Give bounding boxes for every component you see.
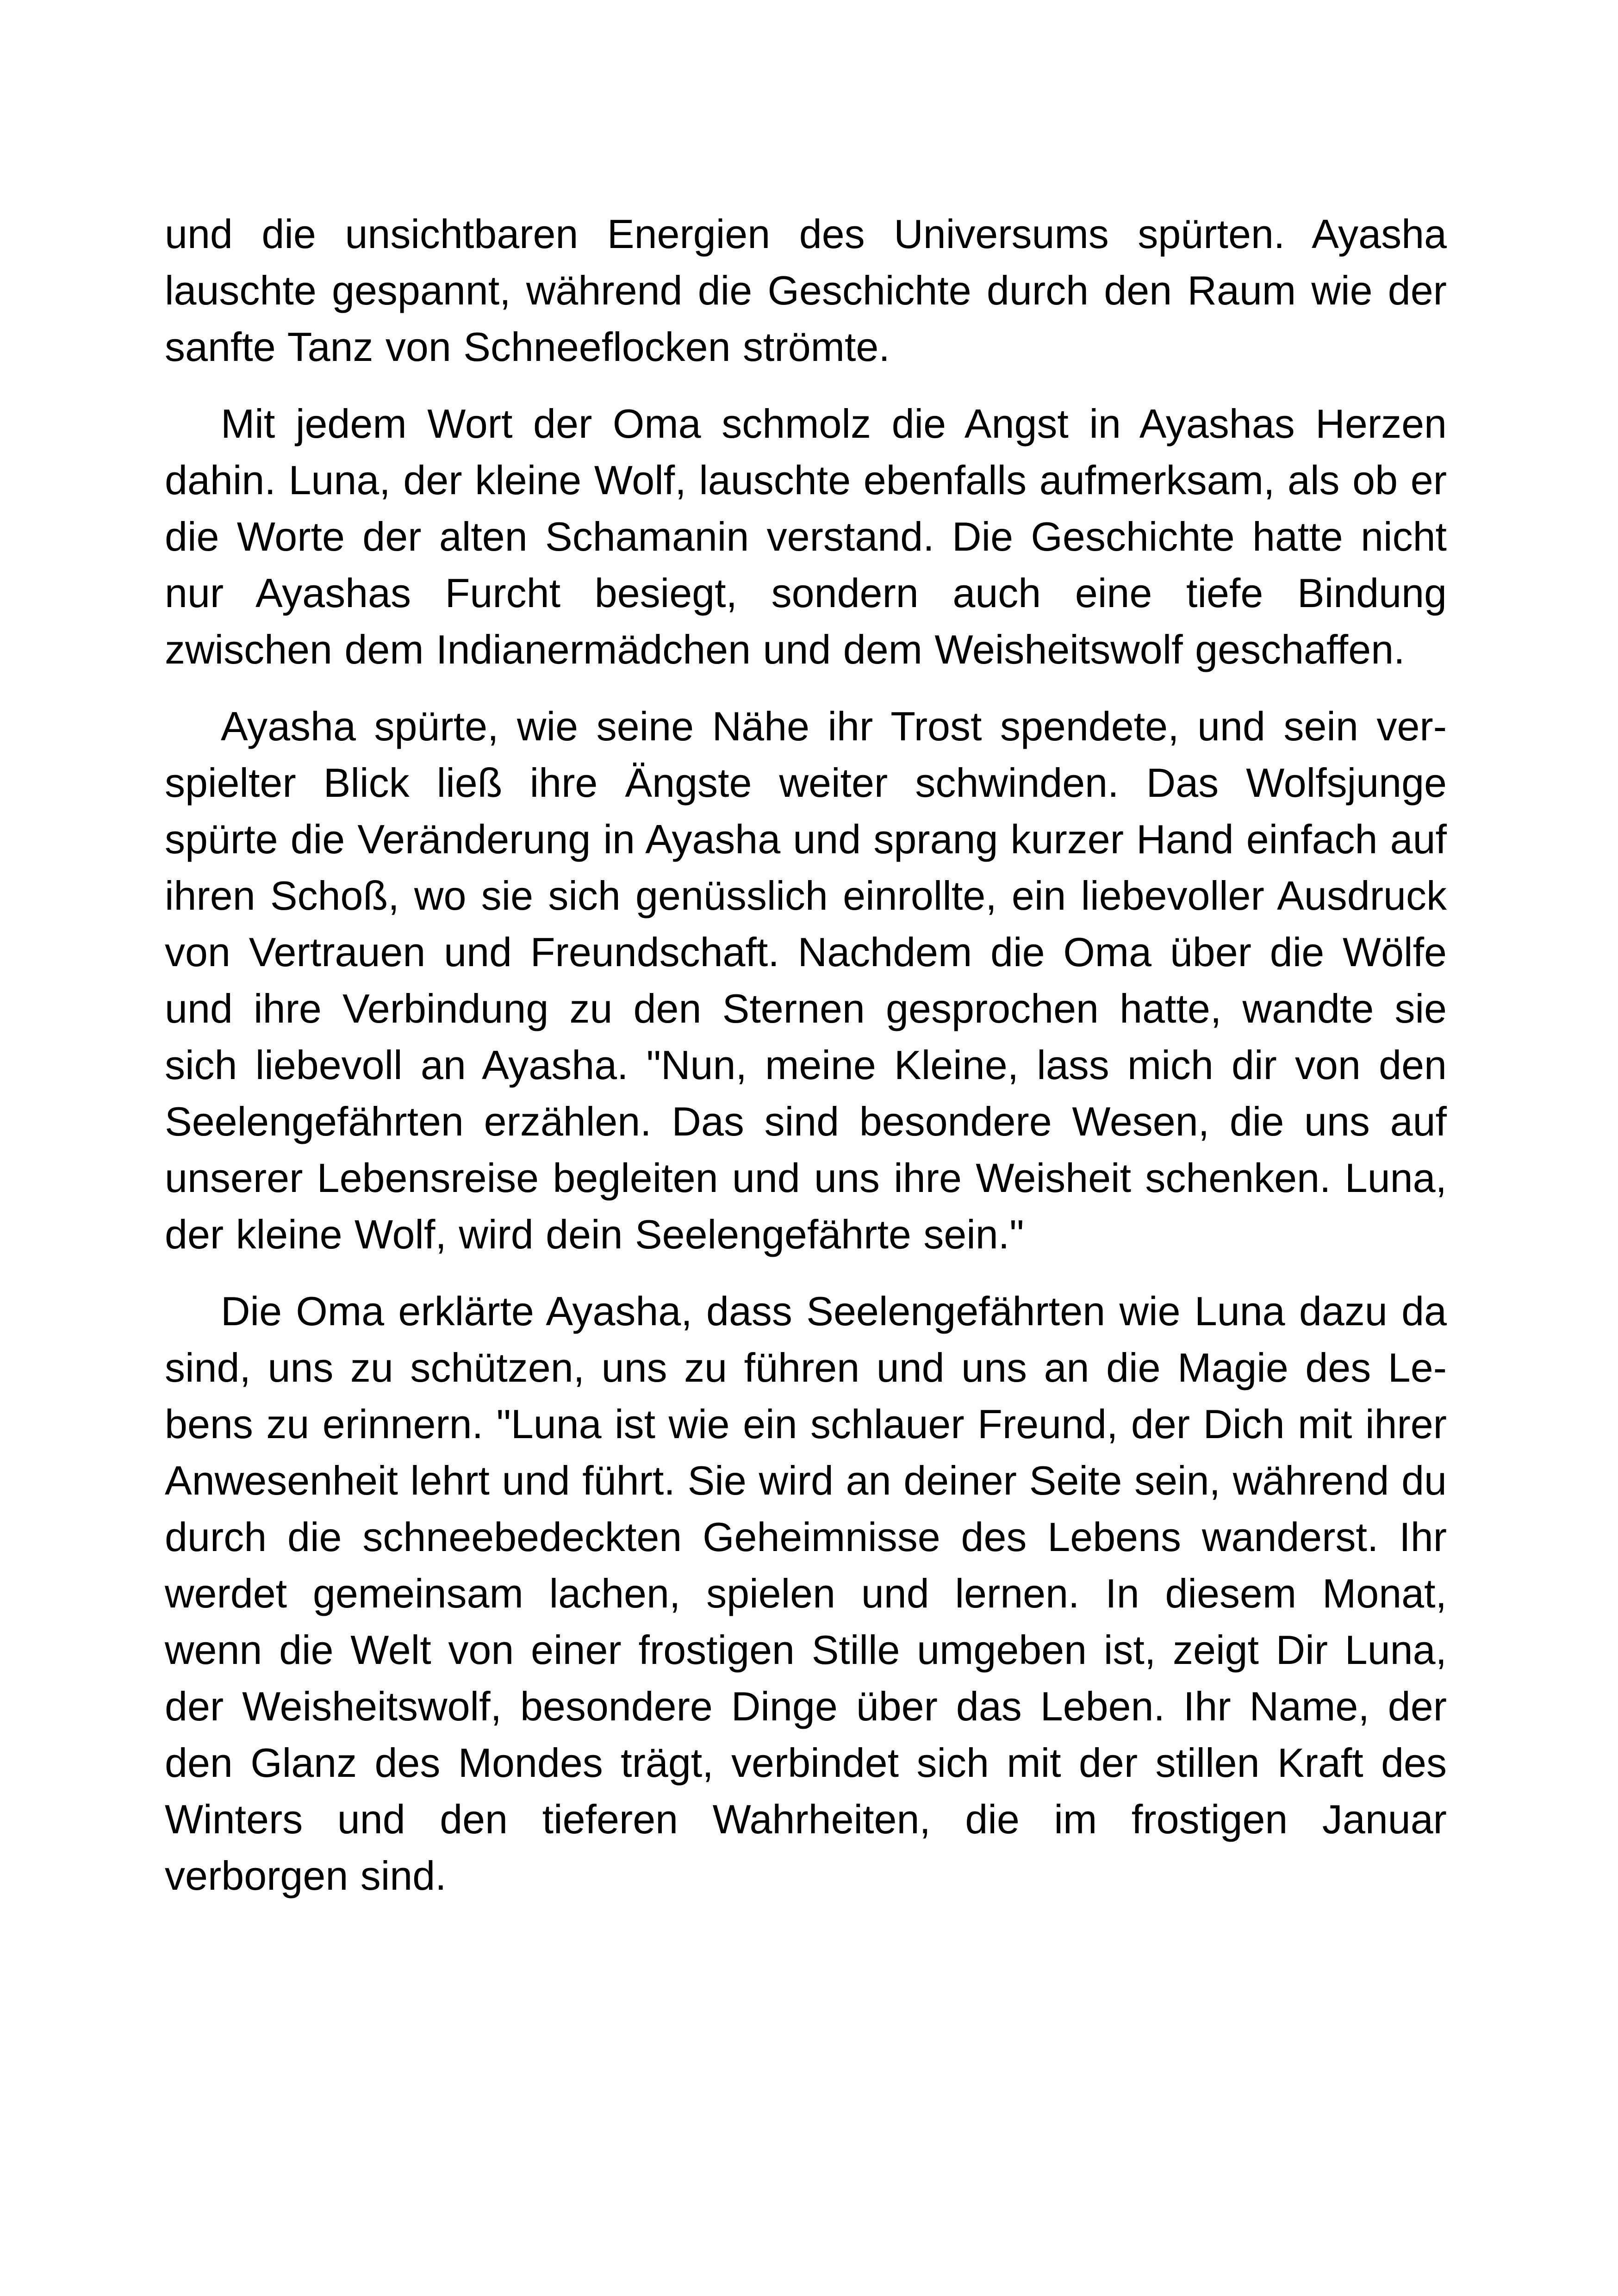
paragraph-3: Ayasha spürte, wie seine Nähe ihr Trost spendete, und sein verspielter Blick ließ ihre Ängste weiter schwinden. Das Wolfsjunge spürte die Veränderung in Ayasha und sprang kurzer Hand einfach auf ihren Schoß, wo sie sich genüsslich einrollte, ein liebevoller Ausdruck von Vertrauen und Freundschaft. Nachdem die Oma über die Wölfe und ihre Verbindung zu den Sternen gesprochen hatte, wandte sie sich liebevoll an Ayasha. "Nun, meine Kleine, lass mich dir von den Seelengefährten erzählen. Das sind besondere Wesen, die uns auf unserer Lebensreise begleiten und uns ihre Weisheit schenken. Luna, der kleine Wolf, wird dein Seelengefährte sein." <box>165 703 1447 1257</box>
document-page <box>165 206 1447 1924</box>
paragraph-4: Die Oma erklärte Ayasha, dass Seelengefährten wie Luna dazu da sind, uns zu schützen, uns zu führen und uns an die Magie des Lebens zu erinnern. "Luna ist wie ein schlauer Freund, der Dich mit ihrer Anwesenheit lehrt und führt. Sie wird an deiner Seite sein, während du durch die schneebedeckten Geheimnisse des Lebens wanderst. Ihr werdet gemeinsam lachen, spielen und lernen. In diesem Monat, wenn die Welt von einer frostigen Stille umgeben ist, zeigt Dir Luna, der Weisheitswolf, besondere Dinge über das Leben. Ihr Name, der den Glanz des Mondes trägt, verbindet sich mit der stillen Kraft des Winters und den tieferen Wahrheiten, die im frostigen Januar verborgen sind. <box>165 1288 1447 1899</box>
paragraph-2: Mit jedem Wort der Oma schmolz die Angst in Ayashas Herzen dahin. Luna, der kleine Wolf, lauschte ebenfalls aufmerksam, als ob er die Worte der alten Schamanin verstand. Die Geschichte hatte nicht nur Ayashas Furcht besiegt, sondern auch eine tiefe Bindung zwischen dem Indianermädchen und dem Weisheitswolf geschaffen. <box>165 401 1447 672</box>
paragraph-1: und die unsichtbaren Energien des Universums spürten. Ayasha lauschte gespannt, während die Geschichte durch den Raum wie der sanfte Tanz von Schneeflocken strömte. <box>165 211 1447 370</box>
